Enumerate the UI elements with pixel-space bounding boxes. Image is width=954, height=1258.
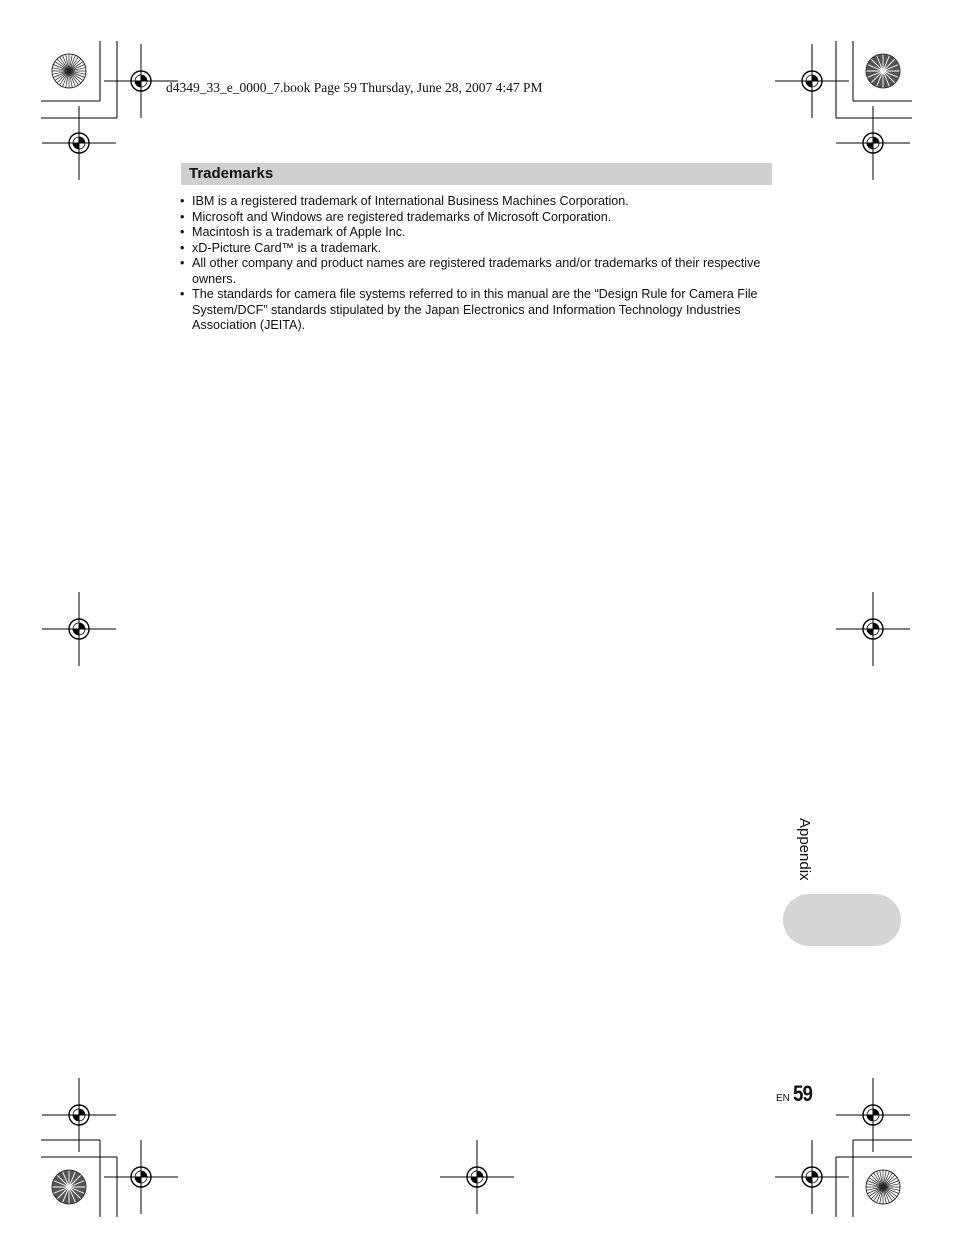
registration-mark-icon — [775, 44, 849, 118]
trademark-list — [178, 194, 778, 334]
page-number — [776, 1081, 815, 1107]
registration-mark-icon — [775, 1140, 849, 1214]
registration-mark-icon — [42, 106, 116, 180]
bullet-icon: • — [180, 194, 185, 208]
page-number-value: 59 — [792, 1081, 813, 1106]
registration-mark-icon — [836, 106, 910, 180]
side-tab-label: Appendix — [796, 818, 813, 881]
color-bar-star-icon — [52, 54, 86, 88]
bullet-icon: • — [180, 209, 185, 224]
language-code: EN — [776, 1093, 790, 1104]
list-item — [178, 287, 778, 334]
list-item-text: xD-Picture Card™ is a trademark. — [192, 240, 381, 255]
bullet-icon: • — [180, 256, 185, 270]
list-item — [178, 241, 778, 257]
bullet-icon: • — [180, 240, 185, 255]
list-item-text: Microsoft and Windows are registered trademarks of Microsoft Corporation. — [192, 209, 612, 224]
list-item — [178, 256, 778, 287]
list-item — [178, 194, 778, 210]
section-header-bar — [181, 163, 772, 185]
registration-mark-icon — [836, 592, 910, 666]
color-bar-star-icon — [866, 54, 900, 88]
color-bar-star-icon — [52, 1170, 86, 1204]
list-item — [178, 210, 778, 226]
side-tab — [783, 894, 901, 946]
registration-mark-icon — [104, 1140, 178, 1214]
print-slug: d4349_33_e_0000_7.book Page 59 Thursday, June 28, 2007 4:47 PM — [166, 80, 543, 95]
registration-mark-icon — [440, 1140, 514, 1214]
color-bar-star-icon — [866, 1170, 900, 1204]
bullet-icon: • — [180, 225, 185, 239]
registration-mark-icon — [42, 1078, 116, 1152]
registration-mark-icon — [42, 592, 116, 666]
registration-mark-icon — [836, 1078, 910, 1152]
list-item-text: The standards for camera file systems referred to in this manual are the “Design Rule for Camera File System/DCF” standards stipulated by the Japan Electronics and Information Technology Industries Association (JEITA). — [192, 287, 758, 332]
list-item-text: IBM is a registered trademark of International Business Machines Corporation. — [192, 194, 629, 208]
list-item-text: All other company and product names are registered trademarks and/or trademarks of their respective owners. — [192, 256, 761, 286]
section-title: Trademarks — [189, 165, 274, 182]
bullet-icon: • — [180, 287, 185, 301]
list-item-text: Macintosh is a trademark of Apple Inc. — [192, 225, 406, 239]
list-item — [178, 225, 778, 241]
